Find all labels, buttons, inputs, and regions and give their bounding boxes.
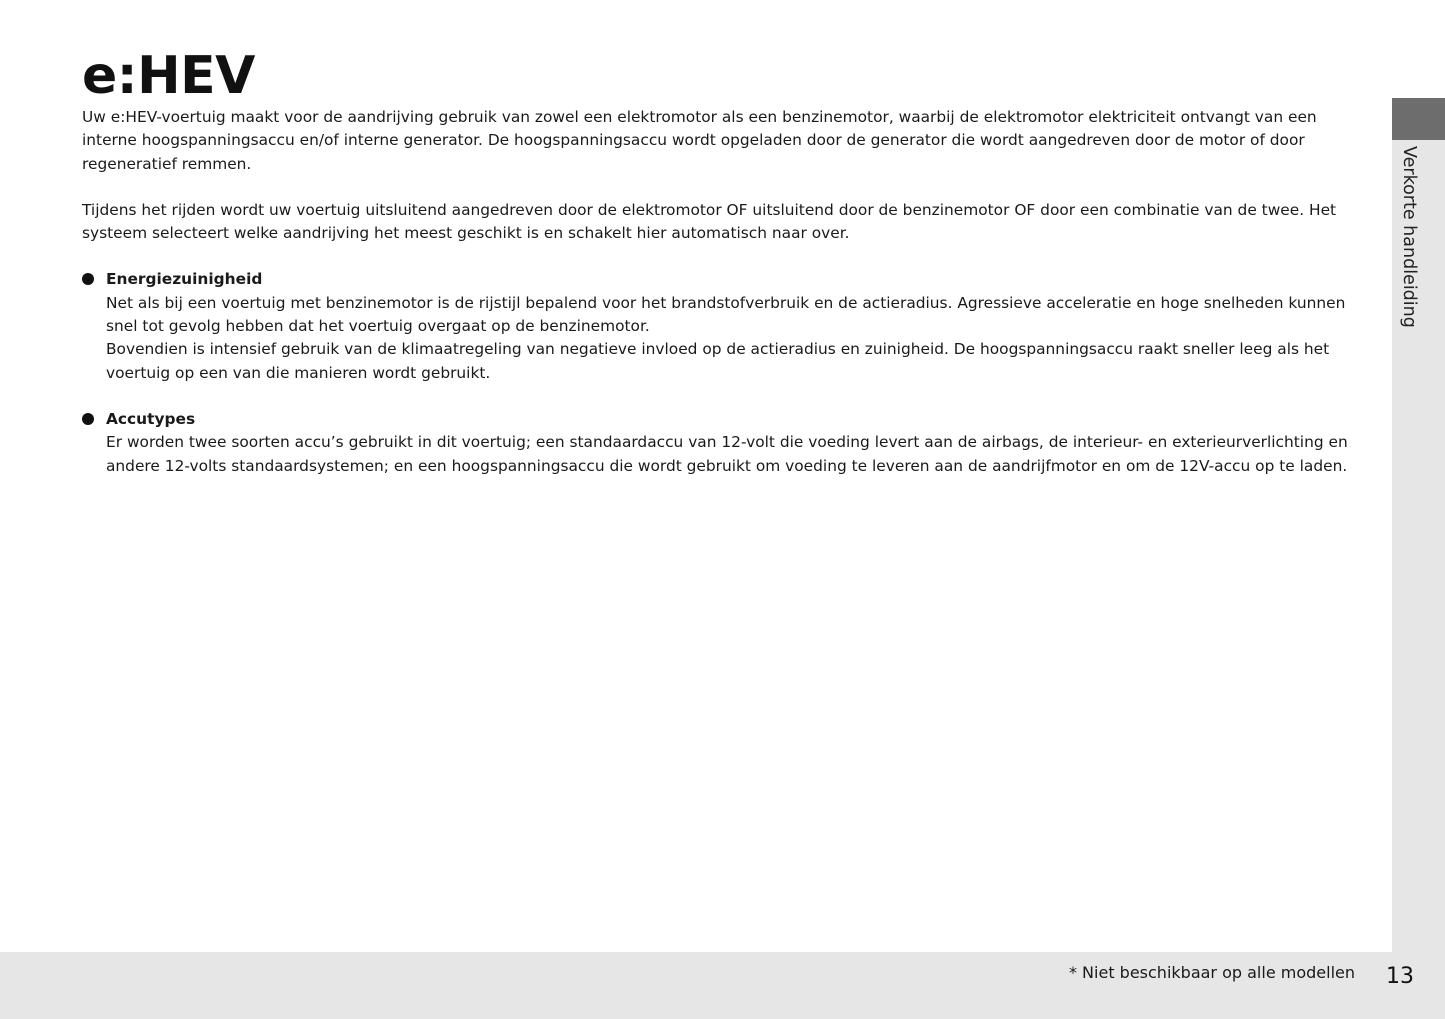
footnote: * Niet beschikbaar op alle modellen [1068, 963, 1355, 982]
section-paragraph: Bovendien is intensief gebruik van de klimaatregeling van negatieve invloed op de actieradius en zuinigheid. De hoogspanningsaccu raakt sneller leeg als het voertuig op een van die manieren wordt gebruikt. [106, 340, 1330, 382]
section-heading: Energiezuinigheid [106, 270, 263, 289]
bullet-icon [82, 413, 94, 425]
page-number: 13 [1386, 964, 1414, 989]
paragraph-spacer [82, 176, 1357, 199]
intro-paragraph-2: Tijdens het rijden wordt uw voertuig uitsluitend aangedreven door de elektromotor OF uitsluitend door de benzinemotor OF door een combinatie van de twee. Het systeem selecteert welke aandrijving het meest geschikt is en schakelt hier automatisch naar over. [82, 200, 1337, 243]
paragraph-spacer [82, 245, 1357, 268]
section-heading: Accutypes [106, 409, 196, 428]
section-energiezuinigheid [82, 268, 1357, 384]
section-paragraph: Net als bij een voertuig met benzinemotor is de rijstijl bepalend voor het brandstofverbruik en de actieradius. Agressieve acceleratie en hoge snelheden kunnen snel tot gevolg hebben dat het voertuig overgaat op de benzinemotor. [106, 293, 1346, 336]
bullet-icon [82, 273, 94, 285]
side-tab-label: Verkorte handleiding [1399, 146, 1419, 328]
paragraph-spacer [82, 385, 1357, 408]
intro-paragraph-1: Uw e:HEV-voertuig maakt voor de aandrijving gebruik van zowel een elektromotor als een benzinemotor, waarbij de elektromotor elektriciteit ontvangt van een interne hoogspanningsaccu en/of interne generator. De hoogspanningsaccu wordt opgeladen door de generator die wordt aangedreven door de motor of door regeneratief remmen. [82, 108, 1317, 173]
section-accutypes [82, 408, 1357, 478]
section-paragraph: Er worden twee soorten accu’s gebruikt in dit voertuig; een standaardaccu van 12-volt die voeding levert aan de airbags, de interieur- en exterieurverlichting en andere 12-volts standaardsystemen; en een hoogspanningsaccu die wordt gebruikt om voeding te leveren aan de aandrijfmotor en om de 12V-accu op te laden. [106, 433, 1348, 475]
side-tab-marker [1392, 98, 1445, 140]
page-title: e:HEV [82, 46, 255, 106]
page-content [82, 106, 1357, 478]
